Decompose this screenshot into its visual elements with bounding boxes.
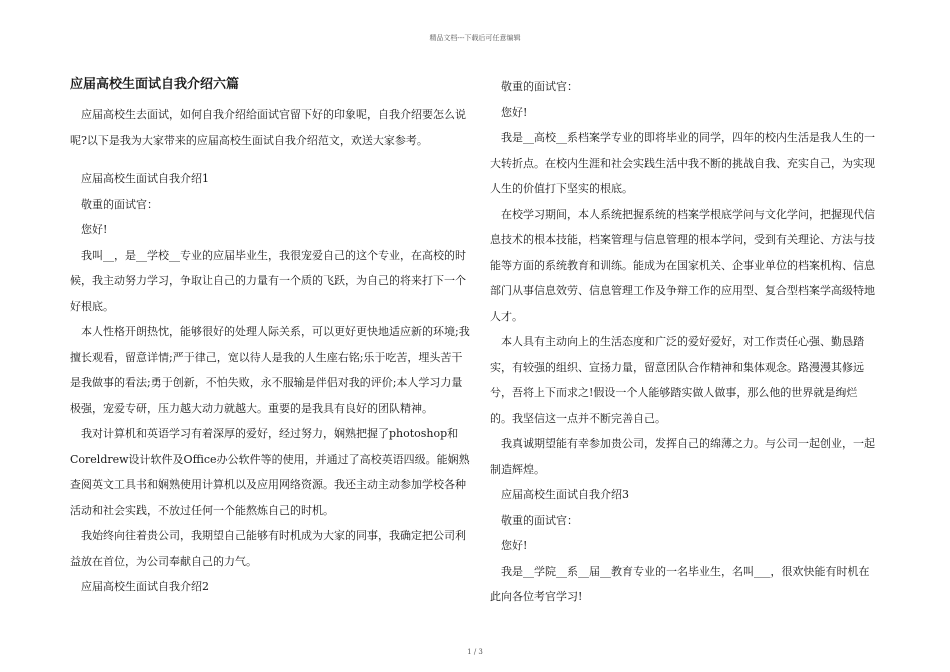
body-paragraph: 我是__高校__系档案学专业的即将毕业的同学，四年的校内生活是我人生的一大转折点。在校内生涯和社会实践生活中我不断的挑战自我、充实自己，为实现人生的价值打下坚实的根底。 bbox=[490, 131, 875, 195]
page-number: 1 / 3 bbox=[467, 648, 483, 656]
salutation: 敬重的面试官： bbox=[501, 513, 578, 527]
section-heading-1: 应届高校生面试自我介绍1 bbox=[81, 172, 209, 185]
body-paragraph: 本人性格开朗热忱，能够很好的处理人际关系，可以更好更快地适应新的环境;我擅长观看，留意详情;严于律己，宽以待人是我的人生座右铭;乐于吃苦，埋头苦干是我做事的看法;勇于创新，不怕失败，永不服输是伴侣对我的评价;本人学习力量极强，宠爱专研，压力越大动力就越大。重要的是我具有良好的团队精神。 bbox=[70, 325, 470, 415]
greeting: 您好! bbox=[501, 105, 528, 119]
body-paragraph: 我始终向往着贵公司，我期望自己能够有时机成为大家的同事，我确定把公司利益放在首位，为公司奉献自己的力气。 bbox=[70, 529, 466, 568]
intro-paragraph: 应届高校生去面试，如何自我介绍给面试官留下好的印象呢，自我介绍要怎么说呢?以下是我为大家带来的应届高校生面试自我介绍范文，欢送大家参考。 bbox=[70, 108, 466, 147]
body-paragraph: 在校学习期间，本人系统把握系统的档案学根底学问与文化学问，把握现代信息技术的根本技能，档案管理与信息管理的根本学问，受到有关理论、方法与技能等方面的系统教育和训练。能成为在国家机关、企事业单位的档案机构、信息部门从事信息效劳、信息管理工作及争辩工作的应用型、复合型档案学高级特地人才。 bbox=[490, 207, 875, 323]
body-paragraph: 我叫__，是__学校__专业的应届毕业生，我很宠爱自己的这个专业，在高校的时候，我主动努力学习，争取让自己的力量有一个质的飞跃，为自己的将来打下一个好根底。 bbox=[70, 248, 466, 313]
salutation: 敬重的面试官： bbox=[501, 80, 578, 93]
left-column bbox=[70, 74, 472, 600]
salutation: 敬重的面试官： bbox=[81, 197, 158, 211]
page-header: 精品文档---下载后可任意编辑 bbox=[429, 34, 521, 42]
right-column bbox=[490, 74, 875, 610]
greeting: 您好! bbox=[81, 223, 108, 236]
body-paragraph: 我对计算机和英语学习有着深厚的爱好，经过努力，娴熟把握了photoshop和Coreldrew设计软件及Office办公软件等的使用，并通过了高校英语四级。能娴熟查阅英文工具书和娴熟使用计算机以及应用网络资源。我还主动主动参加学校各种活动和社会实践，不放过任何一个能熬炼自己的时机。 bbox=[70, 427, 470, 517]
greeting: 您好! bbox=[501, 539, 528, 552]
body-paragraph: 本人具有主动向上的生活态度和广泛的爱好爱好，对工作责任心强、勤恳踏实，有较强的组织、宣扬力量，留意团队合作精神和集体观念。路漫漫其修远兮，吾将上下而求之!假设一个人能够踏实做人做事，那么他的世界就是绚烂的。我坚信这一点并不断完善自己。 bbox=[490, 335, 864, 425]
document-title: 应届高校生面试自我介绍六篇 bbox=[70, 77, 240, 92]
body-paragraph: 我真诚期望能有幸参加贵公司，发挥自己的绵薄之力。与公司一起创业，一起制造辉煌。 bbox=[490, 437, 875, 476]
section-heading-3: 应届高校生面试自我介绍3 bbox=[501, 488, 629, 501]
section-heading-2: 应届高校生面试自我介绍2 bbox=[81, 580, 209, 593]
body-paragraph: 我是__学院__系__届__教育专业的一名毕业生，名叫___，很欢快能有时机在此向各位考官学习! bbox=[490, 564, 870, 603]
